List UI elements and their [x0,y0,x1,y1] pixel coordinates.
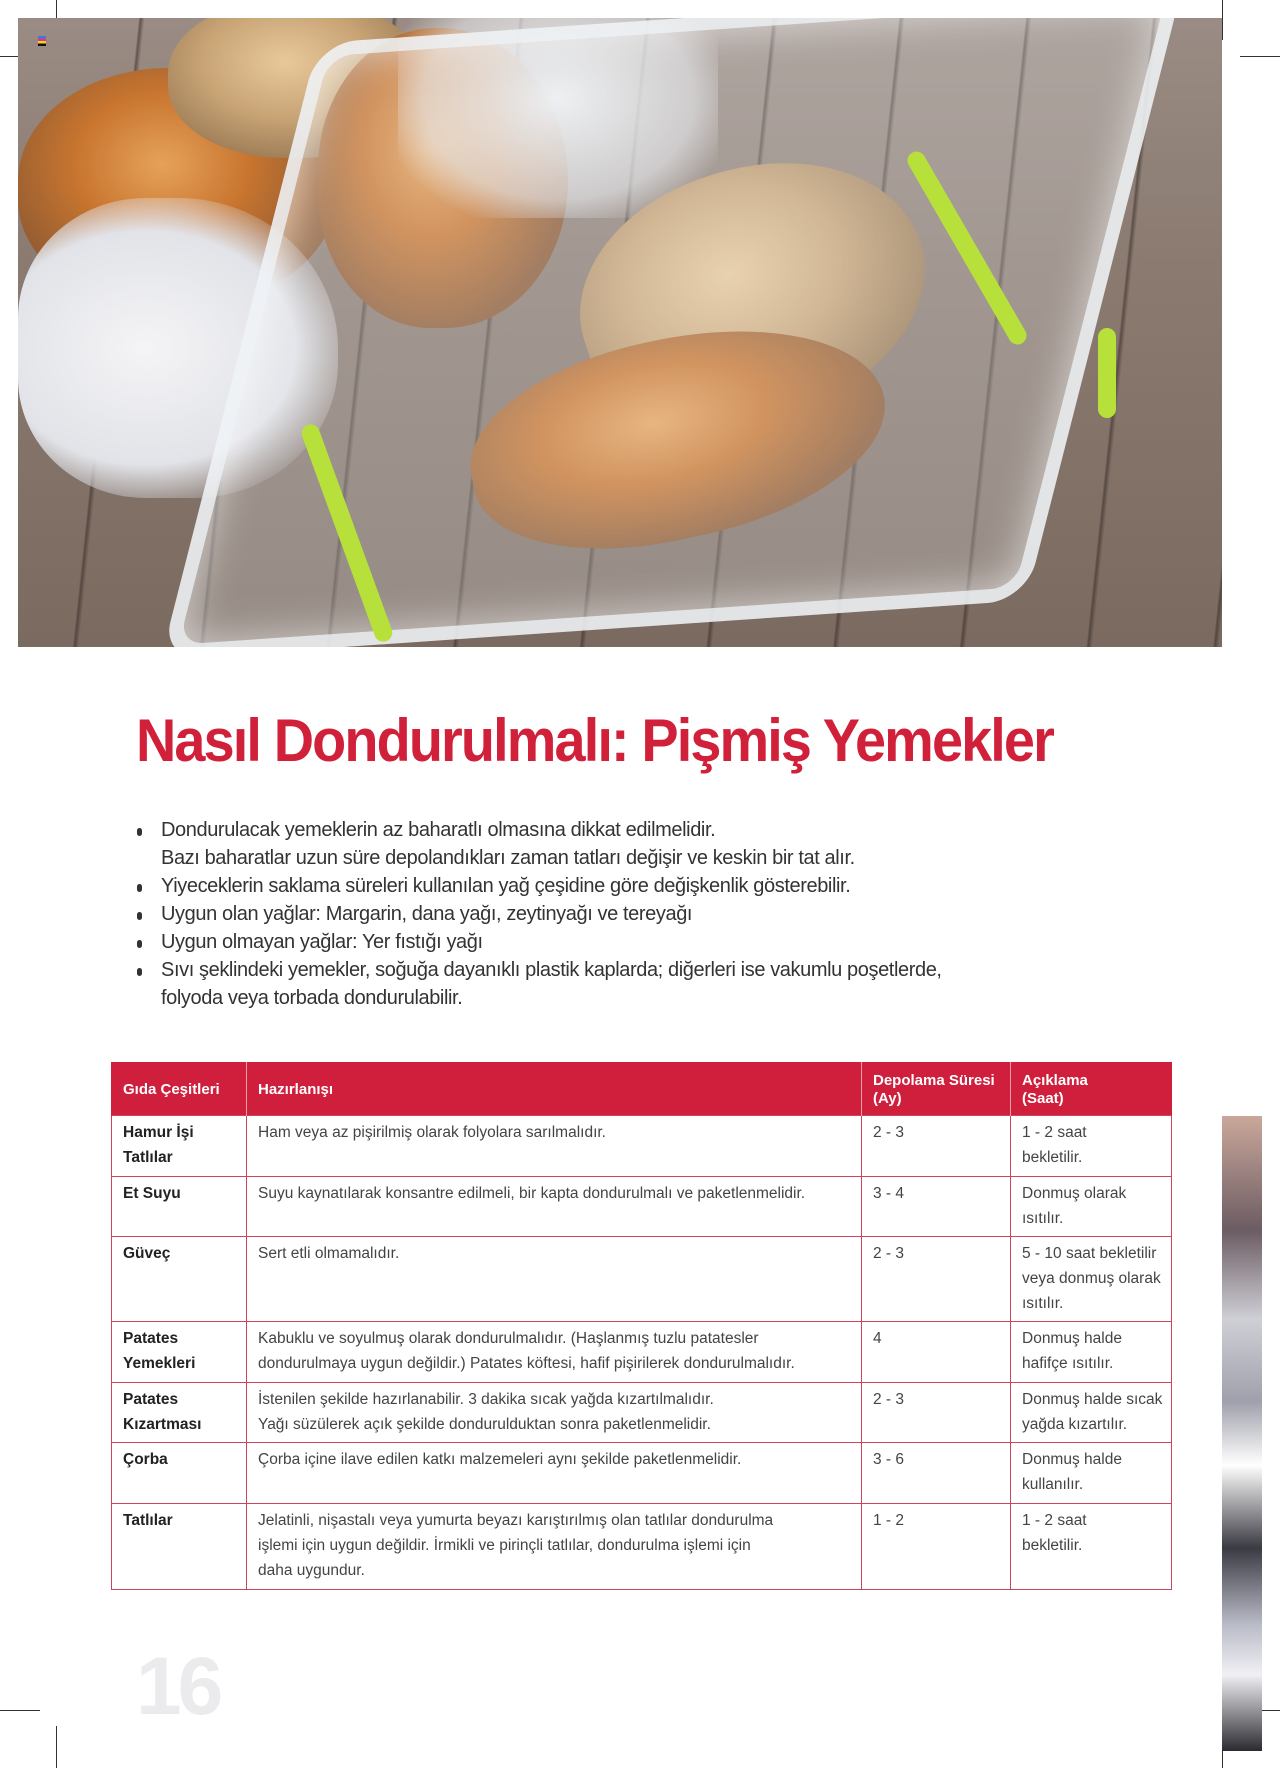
bullet-icon [137,912,142,920]
table-row [112,1322,1172,1383]
cell-prep: İstenilen şekilde hazırlanabilir. 3 dakika sıcak yağda kızartılmalıdır. Yağı süzülerek açık şekilde dondurulduktan sonra paketlenmelidir. [247,1383,862,1443]
cell-storage: 3 - 4 [862,1177,1011,1237]
freezing-table [111,1062,1172,1590]
crop-mark [0,1710,40,1711]
table-row [112,1504,1172,1590]
cell-note: 1 - 2 saat bekletilir. [1011,1504,1172,1590]
cell-food: Çorba [112,1443,247,1504]
list-item: Sıvı şeklindeki yemekler, soğuğa dayanıklı plastik kaplarda; diğerleri ise vakumlu poşetlerde, folyoda veya torbada dondurulabilir. [136,956,942,1012]
header-note: Açıklama (Saat) [1011,1062,1172,1116]
table-row [112,1116,1172,1177]
bullet-icon [137,968,142,976]
tips-list [136,816,942,1012]
cell-note: Donmuş olarak ısıtılır. [1011,1177,1172,1237]
cell-prep: Çorba içine ilave edilen katkı malzemeleri aynı şekilde paketlenmelidir. [247,1443,862,1504]
header-food: Gıda Çeşitleri [112,1062,247,1116]
header-storage: Depolama Süresi (Ay) [862,1062,1011,1116]
table-header-row [112,1062,1172,1116]
cell-prep: Suyu kaynatılarak konsantre edilmeli, bir kapta dondurulmalı ve paketlenmelidir. [247,1177,862,1237]
cell-note: 1 - 2 saat bekletilir. [1011,1116,1172,1177]
crop-mark [56,1726,57,1768]
cell-storage: 2 - 3 [862,1237,1011,1322]
cell-storage: 2 - 3 [862,1116,1011,1177]
print-color-bar [38,36,46,46]
cell-storage: 2 - 3 [862,1383,1011,1443]
list-item: Uygun olmayan yağlar: Yer fıstığı yağı [136,928,942,956]
table-row [112,1177,1172,1237]
table-row [112,1237,1172,1322]
cell-note: Donmuş halde hafifçe ısıtılır. [1011,1322,1172,1383]
next-page-photo-strip [1222,1116,1262,1751]
bullet-icon [137,828,142,836]
table-row [112,1443,1172,1504]
cell-note: 5 - 10 saat bekletilir veya donmuş olarak ısıtılır. [1011,1237,1172,1322]
page-title: Nasıl Dondurulmalı: Pişmiş Yemekler [136,707,1053,774]
header-prep: Hazırlanışı [247,1062,862,1116]
cell-note: Donmuş halde kullanılır. [1011,1443,1172,1504]
table-row [112,1383,1172,1443]
cell-storage: 4 [862,1322,1011,1383]
container-clip [1098,328,1116,418]
cell-prep: Jelatinli, nişastalı veya yumurta beyazı karıştırılmış olan tatlılar dondurulma işlemi için uygun değildir. İrmikli ve pirinçli tatlılar, dondurulma işlemi için daha uygundur. [247,1504,862,1590]
cell-note: Donmuş halde sıcak yağda kızartılır. [1011,1383,1172,1443]
page-number: 16 [136,1641,220,1732]
bullet-icon [137,884,142,892]
cell-prep: Kabuklu ve soyulmuş olarak dondurulmalıdır. (Haşlanmış tuzlu patatesler dondurulmaya uygun değildir.) Patates köftesi, hafif pişirilerek dondurulmalıdır. [247,1322,862,1383]
list-item: Dondurulacak yemeklerin az baharatlı olmasına dikkat edilmelidir. Bazı baharatlar uzun süre depolandıkları zaman tatları değişir ve keskin bir tat alır. [136,816,942,872]
cell-storage: 3 - 6 [862,1443,1011,1504]
list-item: Yiyeceklerin saklama süreleri kullanılan yağ çeşidine göre değişkenlik gösterebilir. [136,872,942,900]
crop-mark [1240,56,1280,57]
plastic-container [161,18,1183,647]
cell-food: Et Suyu [112,1177,247,1237]
cell-prep: Sert etli olmamalıdır. [247,1237,862,1322]
cell-food: Patates Kızartması [112,1383,247,1443]
cell-food: Tatlılar [112,1504,247,1590]
cell-prep: Ham veya az pişirilmiş olarak folyolara sarılmalıdır. [247,1116,862,1177]
cell-storage: 1 - 2 [862,1504,1011,1590]
crop-mark [1222,0,1223,40]
list-item: Uygun olan yağlar: Margarin, dana yağı, zeytinyağı ve tereyağı [136,900,942,928]
hero-photo [18,18,1222,647]
cell-food: Patates Yemekleri [112,1322,247,1383]
bullet-icon [137,940,142,948]
cell-food: Hamur İşi Tatlılar [112,1116,247,1177]
cell-food: Güveç [112,1237,247,1322]
